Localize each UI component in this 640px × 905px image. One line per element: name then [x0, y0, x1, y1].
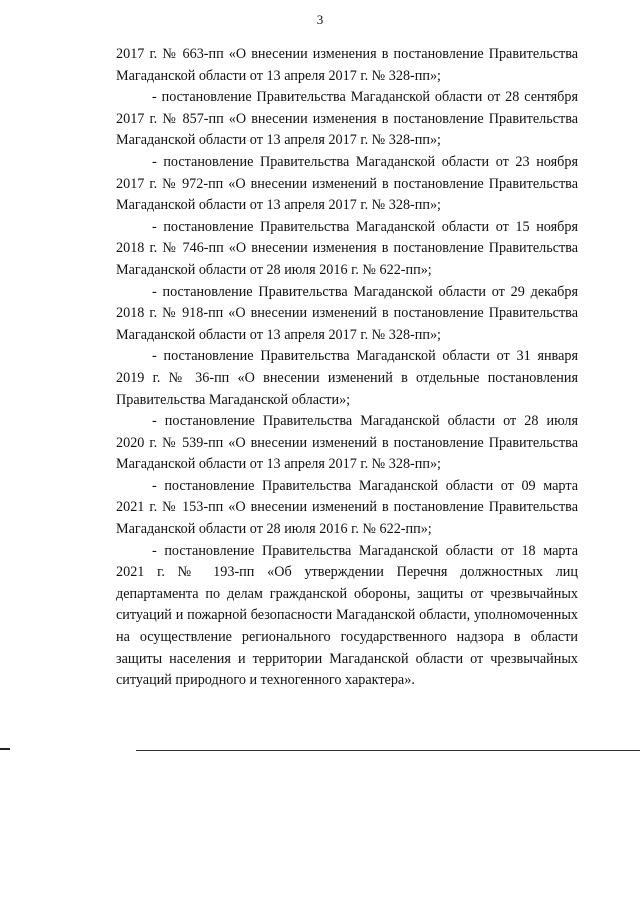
list-item-resolution-972: - постановление Правительства Магаданской области от 23 ноября 2017 г. № 972-пп «О внесении изменений в постановление Правительства Магаданской области от 13 апреля 2017 г. № 328-пп»;: [116, 153, 578, 214]
list-item-resolution-193: - постановление Правительства Магаданской области от 18 марта 2021 г. № 193-пп «Об утверждении Перечня должностных лиц департамента по делам гражданской обороны, защиты от чрезвычайных ситуаций и пожарной безопасности Магаданской области, уполномоченных на осуществление регионального государственного надзора в области защиты населения и территории Магаданской области от чрезвычайных ситуаций природного и техногенного характера».: [116, 542, 578, 689]
list-item-resolution-539: - постановление Правительства Магаданской области от 28 июля 2020 г. № 539-пп «О внесении изменений в постановление Правительства Магаданской области от 13 апреля 2017 г. № 328-пп»;: [116, 413, 578, 473]
list-item-resolution-153: - постановление Правительства Магаданской области от 09 марта 2021 г. № 153-пп «О внесении изменений в постановление Правительства Магаданской области от 28 июля 2016 г. № 622-пп»;: [116, 477, 578, 538]
margin-mark: [0, 748, 10, 750]
list-item-resolution-918: - постановление Правительства Магаданской области от 29 декабря 2018 г. № 918-пп «О внесении изменений в постановление Правительства Магаданской области от 13 апреля 2017 г. № 328-пп»;: [116, 283, 578, 343]
list-item-resolution-746: - постановление Правительства Магаданской области от 15 ноября 2018 г. № 746-пп «О внесении изменения в постановление Правительства Магаданской области от 28 июля 2016 г. № 622-пп»;: [116, 218, 578, 278]
document-body: [116, 44, 578, 692]
list-item-resolution-36: - постановление Правительства Магаданской области от 31 января 2019 г. № 36-пп «О внесении изменений в отдельные постановления Правительства Магаданской области»;: [116, 348, 578, 408]
horizontal-rule: [136, 750, 640, 751]
paragraph-continuation: 2017 г. № 663-пп «О внесении изменения в постановление Правительства Магаданской области от 13 апреля 2017 г. № 328-пп»;: [116, 46, 578, 84]
page-number: 3: [316, 12, 324, 27]
list-item-resolution-857: - постановление Правительства Магаданской области от 28 сентября 2017 г. № 857-пп «О внесении изменения в постановление Правительства Магаданской области от 13 апреля 2017 г. № 328-пп»;: [116, 89, 578, 149]
